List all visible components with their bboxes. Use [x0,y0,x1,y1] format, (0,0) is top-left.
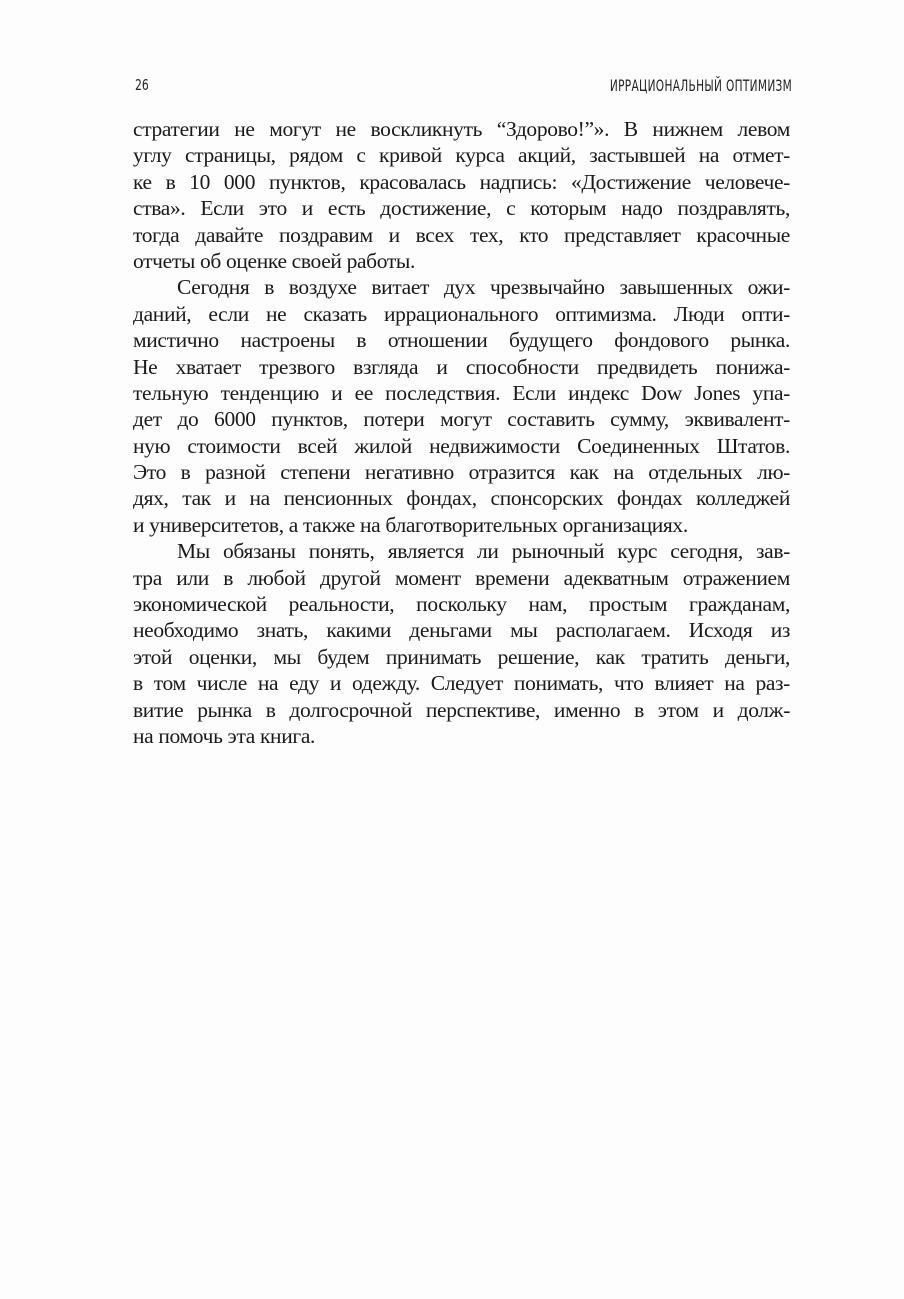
text-line: углу страницы, рядом с кривой курса акций, застывшей на отмет- [133,143,790,168]
text-line: ке в 10 000 пунктов, красовалась надпись: «Достижение человече- [133,169,790,194]
text-line: тогда давайте поздравим и всех тех, кто представляет красочные [133,222,790,247]
paragraph-2 [133,274,790,538]
text-line: тра или в любой другой момент времени адекватным отражением [133,565,790,590]
paragraph-1 [133,116,790,274]
text-line: тельную тенденцию и ее последствия. Если индекс Dow Jones упа- [133,380,790,405]
text-line: дях, так и на пенсионных фондах, спонсорских фондах колледжей [133,486,790,511]
text-line: ную стоимости всей жилой недвижимости Соединенных Штатов. [133,433,790,458]
text-line: в том числе на еду и одежду. Следует понимать, что влияет на раз- [133,671,790,696]
text-line: мистично настроены в отношении будущего фондового рынка. [133,328,790,353]
text-line: ства». Если это и есть достижение, с которым надо поздравлять, [133,196,790,221]
paragraph-3 [133,538,790,749]
page-number: 26 [135,76,149,94]
text-line: Сегодня в воздухе витает дух чрезвычайно завышенных ожи- [177,275,790,300]
text-line: Это в разной степени негативно отразится как на отдельных лю- [133,460,790,485]
text-line: Мы обязаны понять, является ли рыночный курс сегодня, зав- [177,539,790,564]
text-line: на помочь эта книга. [133,723,316,748]
text-line: этой оценки, мы будем принимать решение, как тратить деньги, [133,644,790,669]
text-line: и университетов, а также на благотворительных организациях. [133,512,688,537]
text-line: экономической реальности, поскольку нам, простым гражданам, [133,592,790,617]
text-line: необходимо знать, какими деньгами мы располагаем. Исходя из [133,618,790,643]
text-line: витие рынка в долгосрочной перспективе, именно в этом и долж- [133,697,790,722]
text-line: стратегии не могут не воскликнуть “Здорово!”». В нижнем левом [133,117,790,141]
text-line: дет до 6000 пунктов, потери могут составить сумму, эквивалент- [133,407,790,432]
text-line: отчеты об оценке своей работы. [133,248,416,273]
running-title: ИРРАЦИОНАЛЬНЫЙ ОПТИМИЗМ [609,76,792,95]
running-head [133,74,792,98]
text-line: даний, если не сказать иррационального оптимизма. Люди опти- [133,301,790,326]
text-line: Не хватает трезвого взгляда и способности предвидеть понижа- [133,354,790,379]
body-text [133,116,790,749]
